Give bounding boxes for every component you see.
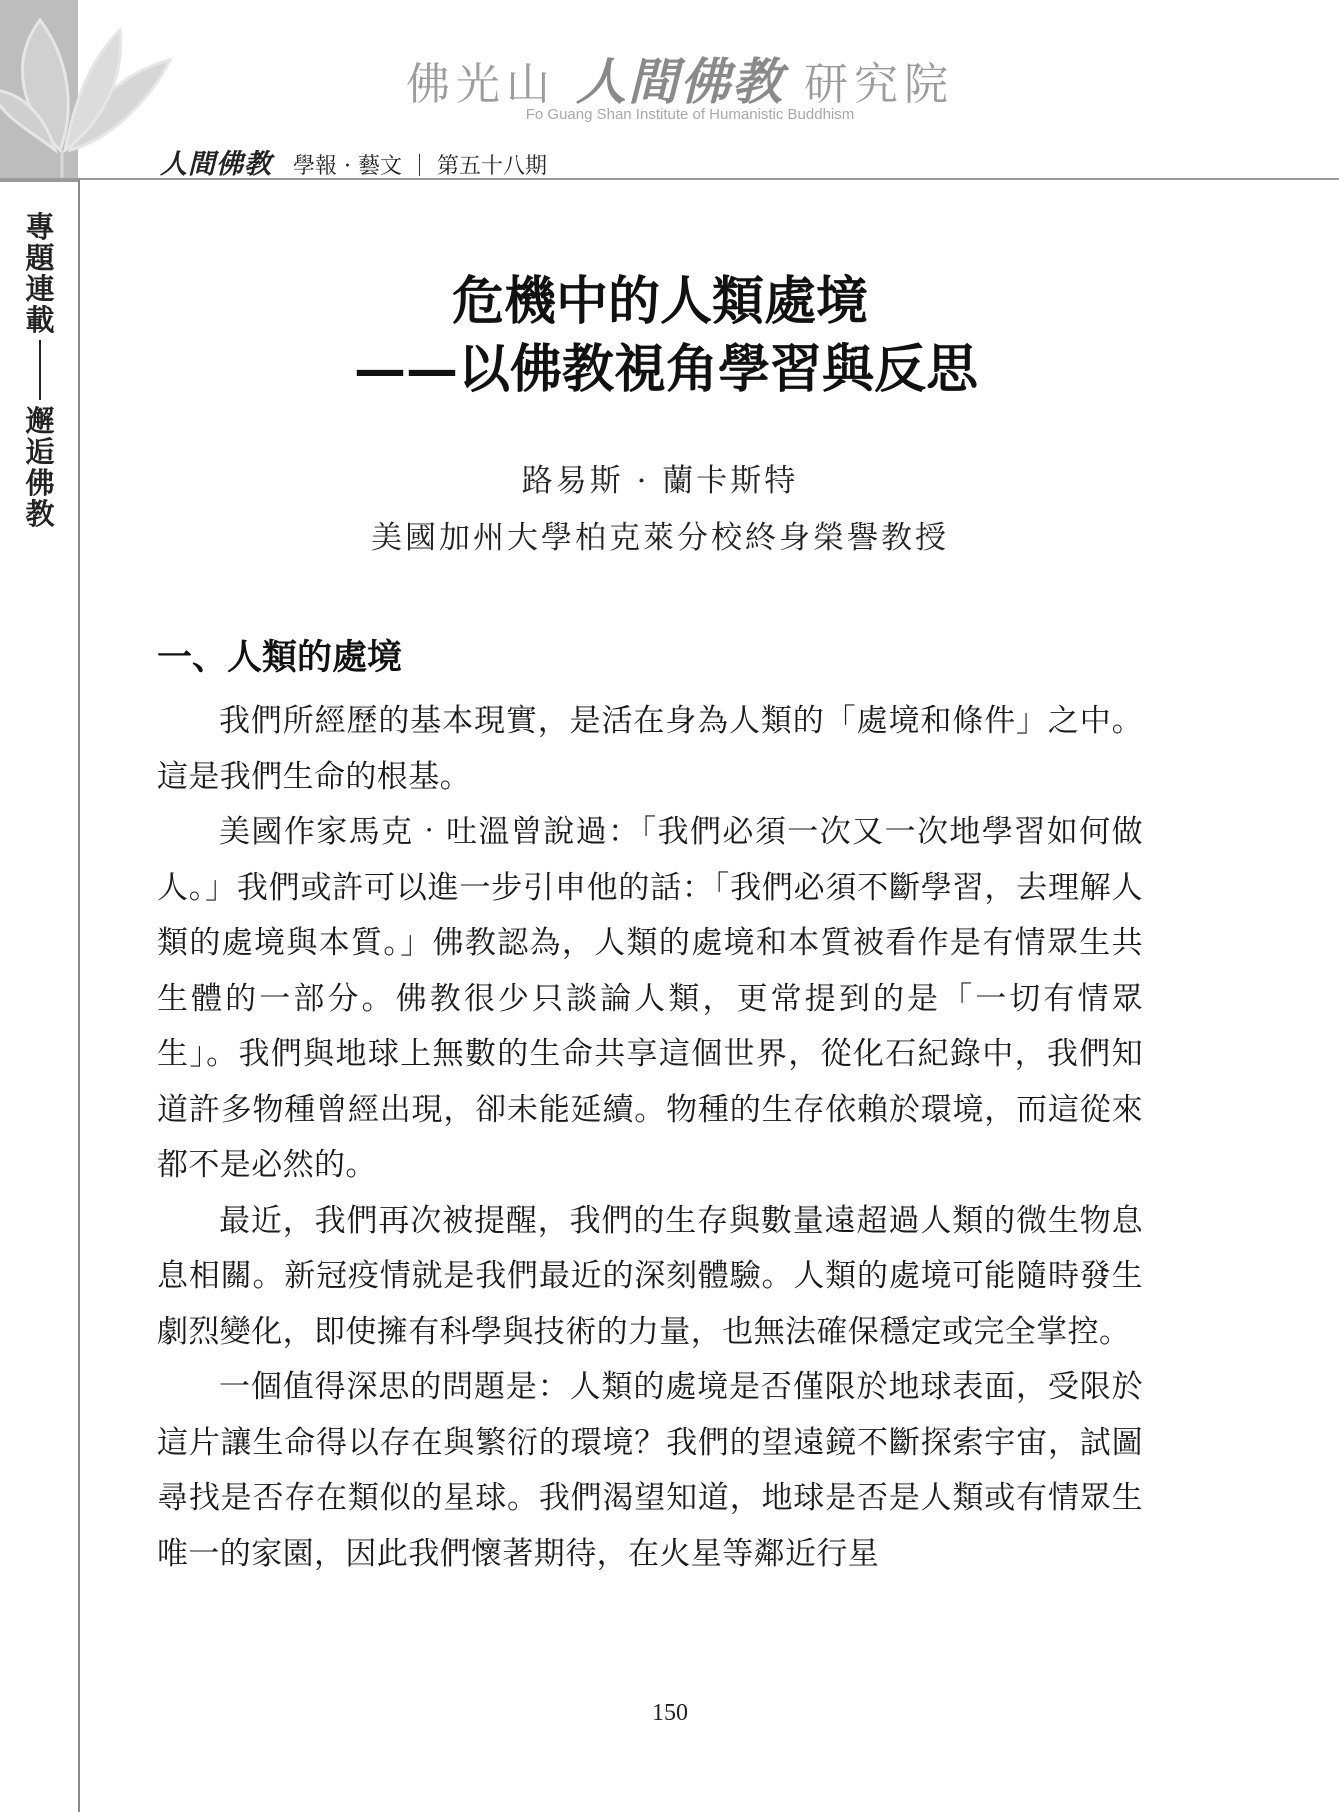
institute-title [360,42,1000,114]
institute-brand: 人間佛教 [576,52,784,111]
article-body [157,694,1143,1582]
title-line-2: ——以佛教視角學習與反思 [353,339,978,400]
header-divider-accent [0,178,80,182]
journal-brand: 人間佛教 [160,149,272,180]
page-number: 150 [652,1700,688,1726]
section-heading: 一、人類的處境 [157,637,403,678]
journal-header [160,142,547,181]
institute-english-name: Fo Guang Shan Institute of Humanistic Buddhism [525,106,855,123]
paragraph: 我們所經歷的基本現實，是活在身為人類的「處境和條件」之中。這是我們生命的根基。 [157,703,1143,795]
author-affiliation: 美國加州大學柏克萊分校終身榮譽教授 [371,520,949,556]
paragraph: 最近，我們再次被提醒，我們的生存與數量遠超過人類的微生物息息相關。新冠疫情就是我們最近的深刻體驗。人類的處境可能隨時發生劇烈變化，即使擁有科學與技術的力量，也無法確保穩定或完全掌控。 [157,1202,1143,1350]
title-line-1: 危機中的人類處境 [451,271,868,332]
section-tab [22,212,58,530]
journal-separator [419,154,420,176]
author-name: 路易斯 · 蘭卡斯特 [521,463,799,499]
section-tab-part1: 專題連載 [25,210,55,337]
article-title [300,268,1020,404]
journal-issue: 第五十八期 [436,154,547,179]
institute-suffix: 研究院 [804,59,954,110]
journal-name: 學報 · 藝文 [293,154,402,179]
paragraph: 一個值得深思的問題是：人類的處境是否僅限於地球表面，受限於這片讓生命得以存在與繁衍的環境？我們的望遠鏡不斷探索宇宙，試圖尋找是否存在類似的星球。我們渴望知道，地球是否是人類或有情眾生唯一的家園，因此我們懷著期待，在火星等鄰近行星 [157,1369,1143,1572]
section-tab-part2: 邂逅佛教 [25,404,55,531]
margin-divider [78,180,80,1812]
institute-prefix: 佛光山 [406,59,556,110]
section-tab-dash [39,340,41,400]
paragraph: 美國作家馬克‧吐溫曾說過：「我們必須一次又一次地學習如何做人。」我們或許可以進一步引申他的話：「我們必須不斷學習，去理解人類的處境與本質。」佛教認為，人類的處境和本質被看作是有情眾生共生體的一部分。佛教很少只談論人類，更常提到的是「一切有情眾生」。我們與地球上無數的生命共享這個世界，從化石紀錄中，我們知道許多物種曾經出現，卻未能延續。物種的生存依賴於環境，而這從來都不是必然的。 [157,814,1143,1183]
